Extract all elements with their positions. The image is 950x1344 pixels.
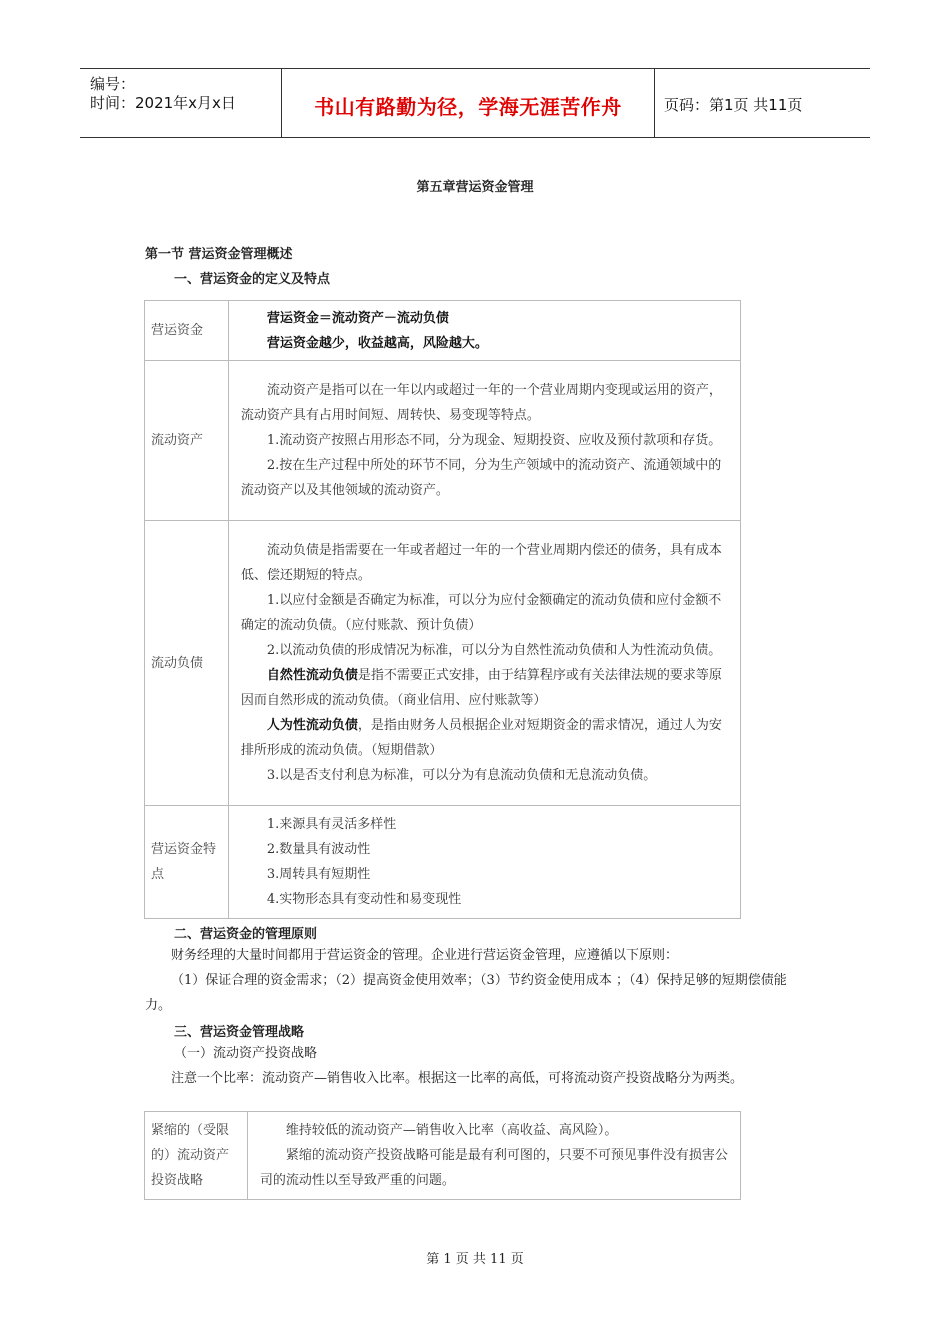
paragraph: 流动资产是指可以在一年以内或超过一年的一个营业周期内变现或运用的资产，流动资产具有占用时间短、周转快、易变现等特点。	[240, 383, 722, 423]
paragraph: 维持较低的流动资产—销售收入比率（高收益、高风险）。	[285, 1123, 618, 1138]
paragraph: 3.以是否支付利息为标准，可以分为有息流动负债和无息流动负债。	[266, 768, 657, 783]
working-capital-table	[144, 300, 741, 919]
header-motto-cell	[281, 69, 655, 137]
table-row	[145, 361, 741, 521]
subsection-title-1: 一、营运资金的定义及特点	[174, 272, 331, 287]
row-content	[228, 301, 740, 361]
term-manmade-liability: 人为性流动负债	[266, 718, 358, 733]
chapter-title: 第五章营运资金管理	[416, 180, 534, 195]
row-label: 营运资金	[145, 301, 229, 361]
row-content	[228, 521, 740, 806]
strategy-table	[144, 1111, 741, 1200]
subsection-title-3: 三、营运资金管理战略	[174, 1025, 305, 1040]
list-item: 2.数量具有波动性	[266, 842, 371, 857]
formula-note: 营运资金越少，收益越高，风险越大。	[266, 335, 488, 351]
paragraph: 1.以应付金额是否确定为标准，可以分为应付金额确定的流动负债和应付金额不确定的流动负债。（应付账款、预计负债）	[240, 593, 722, 633]
paragraph: 2.以流动负债的形成情况为标准，可以分为自然性流动负债和人为性流动负债。	[266, 643, 722, 658]
term-natural-definition: 是指不需要正式安排，由于结算程序或有关法律法规的要求等原因而自然形成的流动负债。（商业信用、应付账款等）	[240, 668, 722, 708]
paragraph	[241, 713, 728, 763]
subsection-title-2: 二、营运资金的管理原则	[174, 927, 318, 942]
motto-text: 书山有路勤为径，学海无涯苦作舟	[314, 95, 622, 119]
table-row	[145, 521, 741, 806]
paragraph: 流动负债是指需要在一年或者超过一年的一个营业周期内偿还的债务，具有成本低、偿还期短的特点。	[240, 543, 722, 583]
page-footer: 第 1 页 共 11 页	[426, 1252, 524, 1267]
row-label: 流动资产	[145, 361, 229, 521]
row-label: 紧缩的（受限的）流动资产投资战略	[145, 1112, 248, 1200]
paragraph: 1.流动资产按照占用形态不同，分为现金、短期投资、应收及预付款项和存货。	[266, 433, 722, 448]
paragraph: （1）保证合理的资金需求；（2）提高资金使用效率；（3）节约资金使用成本 ；（4）保持足够的短期偿债能力。	[145, 973, 787, 1013]
row-content	[228, 361, 740, 521]
list-item: 1.来源具有灵活多样性	[266, 817, 397, 832]
row-label: 流动负债	[145, 521, 229, 806]
formula-line: 营运资金＝流动资产－流动负债	[266, 310, 449, 326]
paragraph	[241, 663, 728, 713]
document-time-label: 时间：2021年x月x日	[90, 94, 236, 112]
header-page-cell	[654, 69, 870, 137]
row-content	[247, 1112, 740, 1200]
paragraph: 注意一个比率：流动资产—销售收入比率。根据这一比率的高低，可将流动资产投资战略分为两类。	[171, 1071, 744, 1086]
page-number-info: 页码：第1页 共11页	[664, 96, 803, 114]
list-item: 4.实物形态具有变动性和易变现性	[266, 892, 462, 907]
row-label: 营运资金特点	[145, 806, 229, 919]
subsection-heading: （一）流动资产投资战略	[174, 1046, 318, 1061]
table-row	[145, 1112, 741, 1200]
list-item: 3.周转具有短期性	[266, 867, 371, 882]
paragraph: 财务经理的大量时间都用于营运资金的管理。企业进行营运资金管理，应遵循以下原则：	[171, 948, 679, 963]
table-row	[145, 806, 741, 919]
page-header	[80, 68, 870, 138]
section-title: 第一节 营运资金管理概述	[145, 247, 293, 262]
term-manmade-definition: ，是指由财务人员根据企业对短期资金的需求情况，通过人为安排所形成的流动负债。（短期借款）	[240, 718, 722, 758]
document-number-label: 编号：	[90, 75, 136, 93]
row-content	[228, 806, 740, 919]
paragraph: 紧缩的流动资产投资战略可能是最有利可图的，只要不可预见事件没有损害公司的流动性以至导致严重的问题。	[259, 1148, 728, 1188]
term-natural-liability: 自然性流动负债	[266, 668, 358, 683]
table-row	[145, 301, 741, 361]
header-meta-cell	[80, 69, 281, 137]
paragraph: 2.按在生产过程中所处的环节不同，分为生产领域中的流动资产、流通领域中的流动资产以及其他领域的流动资产。	[240, 458, 722, 498]
